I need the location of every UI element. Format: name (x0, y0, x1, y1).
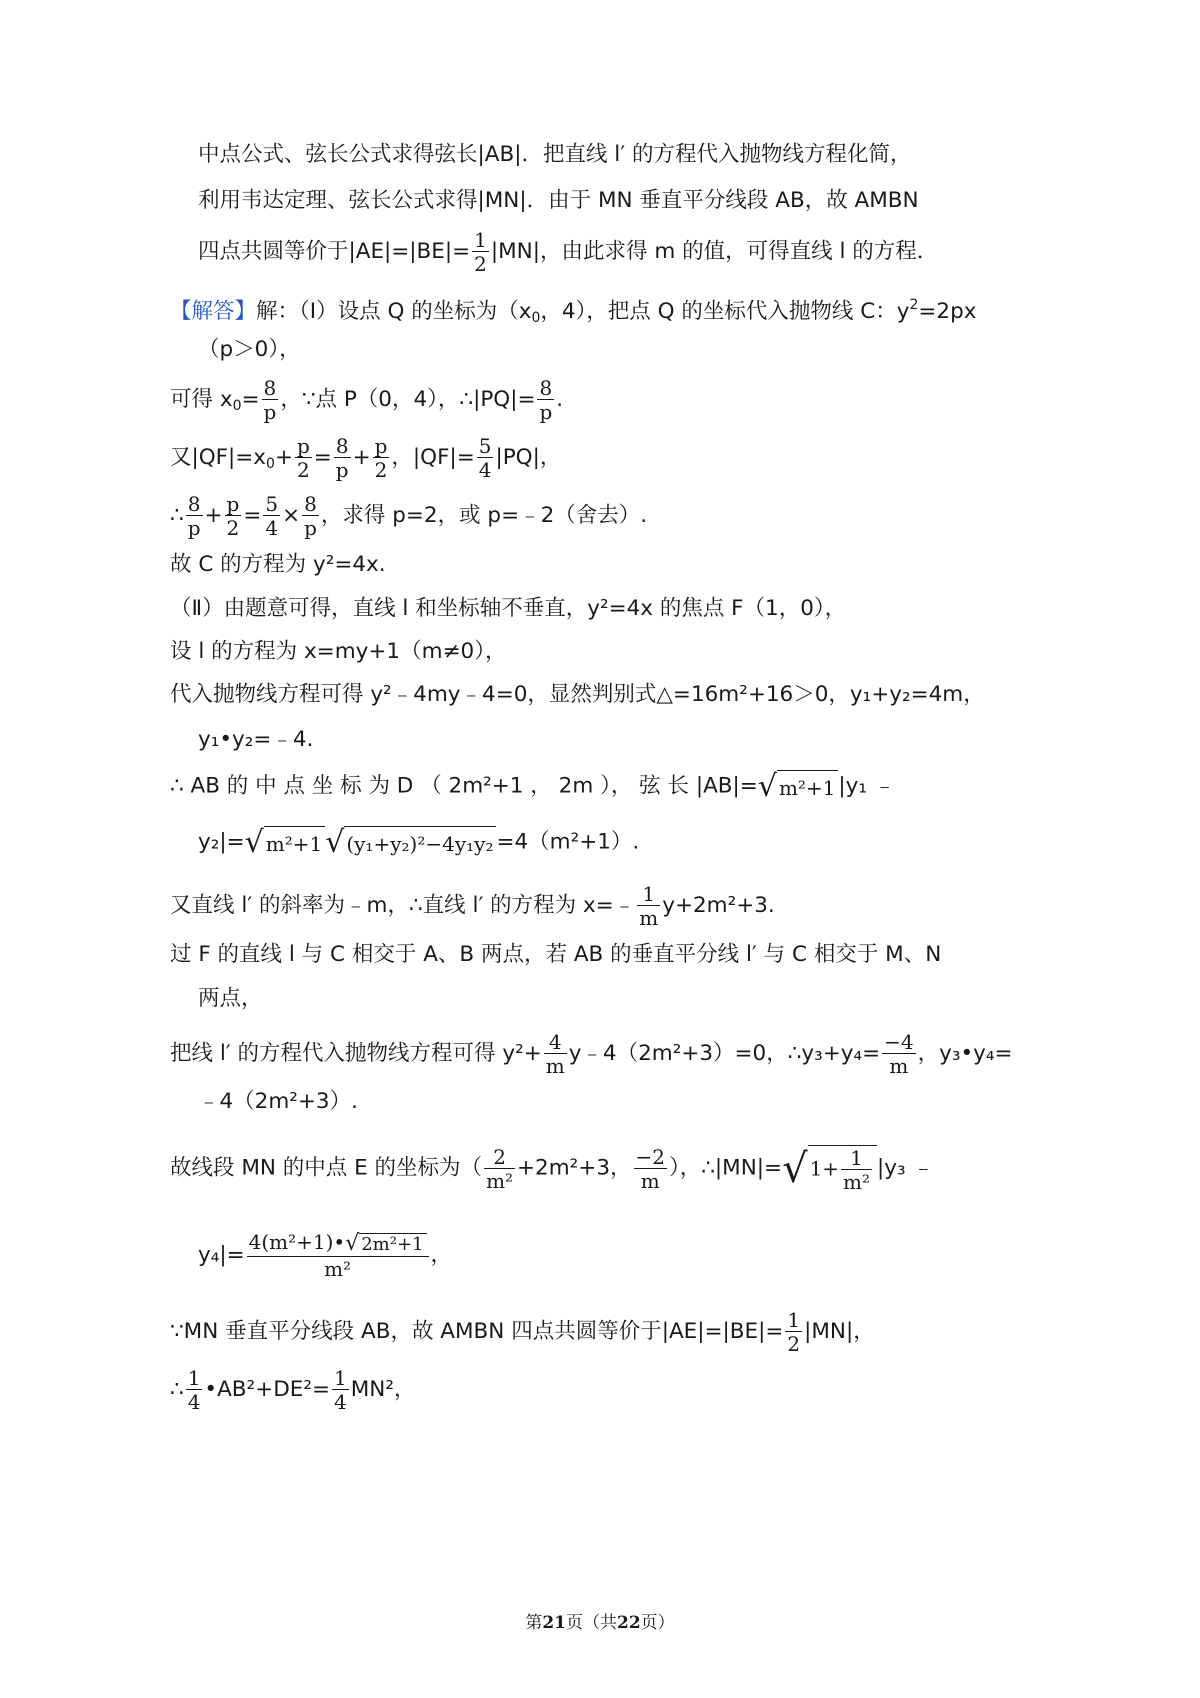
text: ，∵点 P（0，4），∴|PQ|= (280, 387, 536, 412)
text: 又|QF|=x (170, 445, 267, 470)
text: |y₁ ﹣ (838, 773, 896, 799)
text: y﹣4（2m²+3）=0，∴y₃+y₄= (568, 1041, 881, 1066)
sqrt-m2-plus-1: √ m²+1 (245, 826, 326, 859)
fraction-5-4: $\frac{5}{4}$ (265, 492, 279, 540)
solution-line-11 (170, 770, 895, 803)
fraction-half: $\frac{1}{2}$ (787, 1308, 801, 1356)
text: =2px (918, 299, 977, 324)
text: ﹣4（2m²+3）. (198, 1089, 358, 1114)
footer-text: 页） (640, 1613, 675, 1633)
solution-line-12 (198, 826, 639, 859)
footer-text: 页（共 (566, 1613, 617, 1633)
subscript: 0 (232, 398, 242, 414)
text: + (204, 503, 223, 528)
solution-line-18 (170, 1145, 934, 1192)
fraction-p-2: $\frac{p}{2}$ (226, 492, 240, 540)
text: = (241, 387, 260, 412)
text: ∵MN 垂直平分线段 AB，故 AMBN 四点共圆等价于|AE|=|BE|= (170, 1319, 784, 1344)
text: |PQ|， (495, 445, 562, 470)
text: 四点共圆等价于|AE|=|BE|= (198, 239, 471, 264)
text: ，求得 p=2，或 p=﹣2（舍去）. (320, 503, 648, 528)
sqrt-1-plus-1-over-m2: √ 1+ $\frac{1}{\text{m²}}$ (782, 1145, 877, 1192)
analysis-line-2 (198, 186, 919, 216)
solution-line-17 (198, 1087, 358, 1117)
fraction-p-2: $\frac{p}{2}$ (296, 434, 310, 482)
page-number: 21 (542, 1613, 566, 1633)
fraction-neg4-m: $\frac{-4}{m}$ (884, 1030, 914, 1078)
solution-line-2 (198, 335, 301, 365)
text: ∴ (170, 1377, 184, 1402)
fraction-8-p: $\frac{8}{p}$ (187, 492, 201, 540)
solution-tag: 【解答】 (170, 299, 257, 324)
text: ，y₃•y₄= (917, 1041, 1013, 1066)
text: ，4），把点 Q 的坐标代入抛物线 C：y (540, 299, 910, 324)
text: MN²， (350, 1377, 416, 1402)
solution-line-4 (170, 436, 561, 480)
text: ，|QF|= (391, 445, 475, 470)
fraction-1-4: $\frac{1}{4}$ (187, 1366, 201, 1414)
fraction-1-m2: $\frac{1}{\text{m²}}$ (843, 1146, 871, 1194)
fraction-5-4: $\frac{5}{4}$ (478, 434, 492, 482)
text: 解：（Ⅰ）设点 Q 的坐标为（x (256, 299, 532, 324)
solution-line-16 (170, 1032, 1013, 1076)
fraction-4-m: $\frac{4}{m}$ (545, 1030, 565, 1078)
text: 代入抛物线方程可得 y²﹣4my﹣4=0，显然判别式△=16m²+16＞0，y₁+y₂=4m， (170, 682, 985, 707)
text: 过 F 的直线 l 与 C 相交于 A、B 两点，若 AB 的垂直平分线 l′ 与 C 相交于 M、N (170, 942, 942, 967)
text: ， (430, 1242, 453, 1268)
sqrt-2m2-plus-1: √ 2m²+1 (345, 1232, 426, 1255)
text: |MN|，由此求得 m 的值，可得直线 l 的方程． (490, 239, 939, 264)
fraction-1-m: $\frac{1}{m}$ (639, 882, 659, 930)
solution-line-15 (198, 984, 263, 1014)
fraction-8-p: $\frac{8}{p}$ (304, 492, 317, 540)
text: （p＞0）， (198, 337, 301, 362)
text: . (556, 387, 564, 412)
text: =4（m²+1）. (496, 829, 640, 855)
fraction-neg2-m: $\frac{-2}{m}$ (635, 1144, 665, 1193)
fraction-1-4: $\frac{1}{4}$ (333, 1366, 347, 1414)
subscript: 0 (531, 310, 541, 326)
solution-line-21 (170, 1368, 415, 1412)
sqrt-discriminant: √ (y₁+y₂)²−4y₁y₂ (325, 826, 496, 859)
text: 中点公式、弦长公式求得弦长|AB|．把直线 l′ 的方程代入抛物线方程化简， (198, 142, 912, 167)
solution-line-19 (198, 1232, 452, 1279)
superscript: 2 (909, 297, 919, 313)
solution-line-8 (170, 637, 506, 667)
solution-line-14 (170, 940, 941, 970)
fraction-half: $\frac{1}{2}$ (474, 228, 487, 276)
solution-line-6 (170, 550, 386, 580)
fraction-8-p: $\frac{8}{p}$ (539, 376, 553, 424)
text: 设 l 的方程为 x=my+1（m≠0）， (170, 639, 507, 664)
solution-line-1 (170, 290, 976, 333)
text: = (313, 445, 332, 470)
analysis-line-3 (198, 230, 938, 274)
text: + (274, 445, 293, 470)
text: 可得 x (170, 387, 233, 412)
text: 又直线 l′ 的斜率为﹣m，∴直线 l′ 的方程为 x=﹣ (170, 893, 636, 918)
solution-line-5 (170, 494, 647, 538)
text: 故 C 的方程为 y²=4x. (170, 552, 386, 577)
page-footer (0, 1608, 1200, 1633)
sqrt-m2-plus-1: √ m²+1 (758, 770, 839, 803)
text: y₁•y₂=﹣4. (198, 727, 314, 752)
fraction-p-2: $\frac{p}{2}$ (374, 434, 388, 482)
text: = (243, 503, 262, 528)
total-pages: 22 (617, 1613, 641, 1633)
text: y₂|= (198, 829, 245, 855)
text: ），∴|MN|= (668, 1155, 783, 1181)
text: （Ⅱ）由题意可得，直线 l 和坐标轴不垂直，y²=4x 的焦点 F（1，0）， (170, 596, 847, 621)
analysis-line-1 (198, 140, 911, 170)
solution-line-9 (170, 680, 985, 710)
solution-line-10 (198, 725, 313, 755)
text: × (282, 503, 301, 528)
text: 利用韦达定理、弦长公式求得|MN|．由于 MN 垂直平分线段 AB，故 AMBN (198, 188, 919, 213)
text: ∴ AB 的 中 点 坐 标 为 D （ 2m²+1 ， 2m ）， 弦 长 |AB|= (170, 773, 758, 799)
fraction-mn-length: $\frac{\text{4(m²+1)•√ 2m²+1}}{\text{m²}}$ (247, 1232, 429, 1279)
fraction-8-p: $\frac{8}{p}$ (263, 376, 277, 424)
fraction-2-m2: $\frac{2}{\text{m²}}$ (486, 1144, 514, 1193)
text: ∴ (170, 503, 184, 528)
solution-line-3 (170, 378, 563, 422)
text: |MN|， (804, 1319, 875, 1344)
text: 故线段 MN 的中点 E 的坐标为（ (170, 1155, 483, 1181)
text: 两点， (198, 986, 263, 1011)
footer-text: 第 (525, 1613, 543, 1633)
text: + (352, 445, 371, 470)
fraction-8-p: $\frac{8}{p}$ (335, 434, 349, 482)
text: y+2m²+3. (662, 893, 775, 918)
solution-line-20 (170, 1310, 875, 1354)
solution-line-13 (170, 884, 775, 928)
text: +2m²+3， (517, 1155, 632, 1181)
text: 把线 l′ 的方程代入抛物线方程可得 y²+ (170, 1041, 542, 1066)
solution-line-7 (170, 594, 846, 624)
text: y₄|= (198, 1242, 245, 1268)
text: |y₃ ﹣ (877, 1155, 934, 1181)
subscript: 0 (266, 456, 275, 472)
text: •AB²+DE²= (204, 1377, 330, 1402)
